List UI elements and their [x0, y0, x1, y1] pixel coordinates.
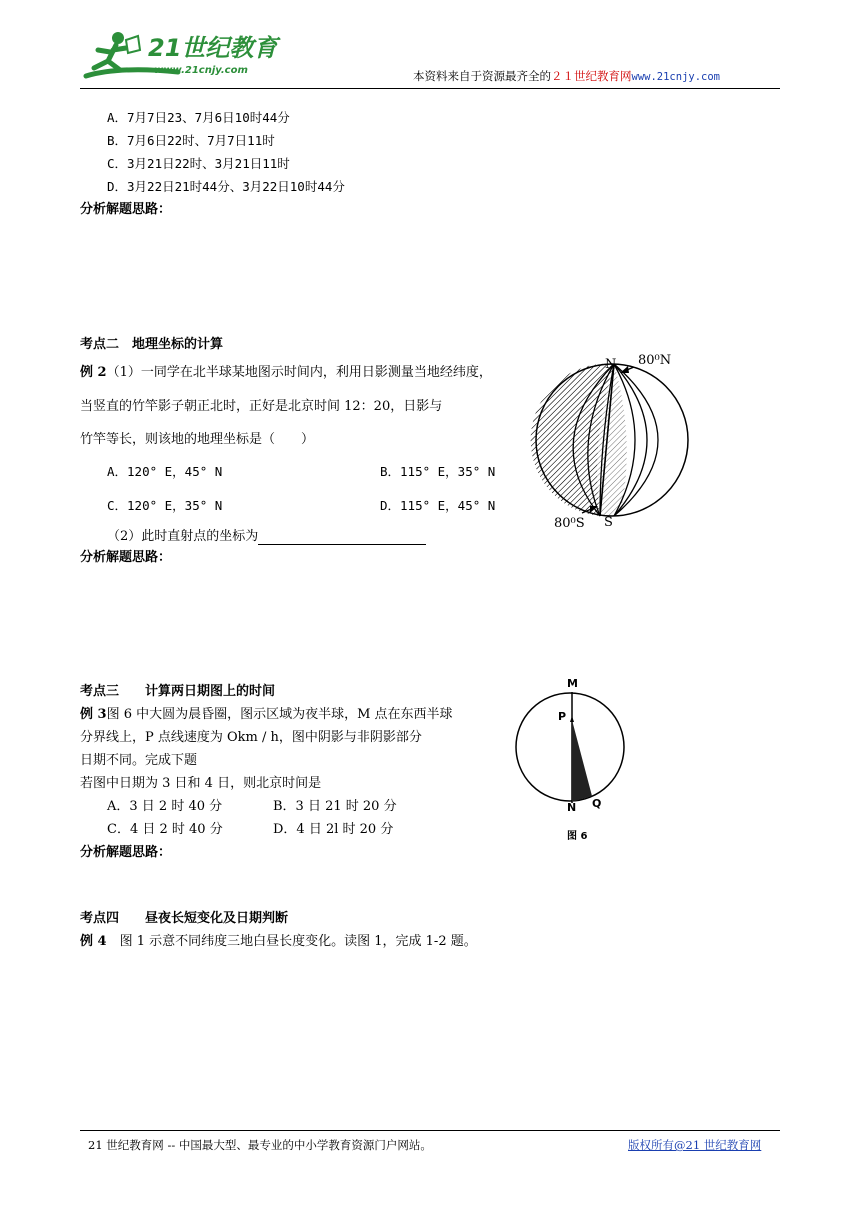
fig6-label-p: P — [558, 710, 567, 723]
footer-rule — [80, 1130, 780, 1131]
section2-line2: 当竖直的竹竿影子朝正北时，正好是北京时间 12：20，日影与 — [80, 399, 443, 414]
globe-diagram — [530, 345, 720, 535]
example3-text: 图 6 中大圆为晨昏圈，图示区域为夜半球，M 点在东西半球 — [106, 707, 453, 722]
q1-option-b: B．7月6日22时、7月7日11时 — [107, 133, 275, 148]
q1-option-c: C．3月21日22时、3月21日11时 — [107, 156, 290, 171]
footer-left-text: 21 世纪教育网 -- 中国最大型、最专业的中小学教育资源门户网站。 — [88, 1138, 432, 1152]
section2-option-c: C．120° E，35° N — [107, 498, 223, 513]
example3-label: 例 3 — [80, 707, 107, 722]
fig6-label-m: M — [567, 677, 578, 690]
header-url-link[interactable]: www.21cnjy.com — [631, 71, 721, 83]
section4-line1 — [80, 934, 477, 950]
section3-line3: 日期不同。完成下题 — [80, 753, 198, 768]
example4-label: 例 4 — [80, 934, 107, 949]
logo-title: 21世纪教育 — [148, 34, 278, 62]
section3-option-b: B．3 日 21 时 20 分 — [273, 799, 397, 814]
section2-line3: 竹竿等长，则该地的地理坐标是（ ） — [80, 432, 315, 447]
analysis-label-3: 分析解题思路： — [80, 845, 172, 860]
header-notice — [413, 68, 720, 85]
section2-line1 — [80, 365, 492, 381]
header-brand[interactable]: ２１世纪教育网 — [551, 69, 632, 83]
section3-option-a: A．3 日 2 时 40 分 — [107, 799, 223, 814]
globe-figure — [530, 345, 720, 535]
header-rule — [80, 88, 780, 89]
example4-text: 图 1 示意不同纬度三地白昼长度变化。读图 1，完成 1-2 题。 — [106, 934, 477, 949]
section2-option-d: D．115° E，45° N — [380, 498, 496, 513]
section4-title: 考点四 昼夜长短变化及日期判断 — [80, 911, 289, 926]
figure6 — [512, 676, 632, 844]
site-logo[interactable] — [80, 28, 285, 84]
section2-option-b: B．115° E，35° N — [380, 464, 496, 479]
section3-option-c: C．4 日 2 时 40 分 — [107, 822, 223, 837]
section3-line1 — [80, 707, 453, 723]
analysis-label-2: 分析解题思路： — [80, 550, 172, 565]
section2-title: 考点二 地理坐标的计算 — [80, 337, 224, 352]
logo-url: www.21cnjy.com — [154, 65, 248, 76]
globe-label-80s: 80⁰S — [554, 516, 585, 531]
section2-option-a: A．120° E，45° N — [107, 464, 223, 479]
answer-blank[interactable] — [258, 530, 426, 545]
section3-title: 考点三 计算两日期图上的时间 — [80, 684, 276, 699]
example2-text: （1）一同学在北半球某地图示时间内，利用日影测量当地经纬度， — [106, 365, 492, 380]
q1-option-d: D．3月22日21时44分、3月22日10时44分 — [107, 179, 345, 194]
analysis-label-1: 分析解题思路： — [80, 202, 172, 217]
section2-q2-text: （2）此时直射点的坐标为 — [107, 529, 259, 544]
section3-line4: 若图中日期为 3 日和 4 日，则北京时间是 — [80, 776, 322, 791]
example2-label: 例 2 — [80, 365, 107, 380]
fig6-label-n: N — [567, 801, 577, 814]
q1-option-a: A．7月7日23、7月6日10时44分 — [107, 110, 290, 125]
fig6-caption: 图 6 — [567, 831, 588, 842]
globe-label-n: N — [605, 357, 617, 372]
section3-line2: 分界线上，P 点线速度为 Okm / h，图中阴影与非阴影部分 — [80, 730, 422, 745]
globe-label-80n: 80⁰N — [638, 353, 672, 368]
figure6-diagram — [512, 676, 632, 844]
fig6-label-q: Q — [592, 797, 602, 810]
footer-copyright-link[interactable]: 版权所有@21 世纪教育网 — [628, 1138, 762, 1152]
header-notice-text: 本资料来自于资源最齐全的 — [413, 69, 551, 83]
globe-label-s: S — [604, 515, 613, 530]
section3-option-d: D．4 日 2l 时 20 分 — [273, 822, 394, 837]
section2-q2 — [107, 529, 426, 545]
